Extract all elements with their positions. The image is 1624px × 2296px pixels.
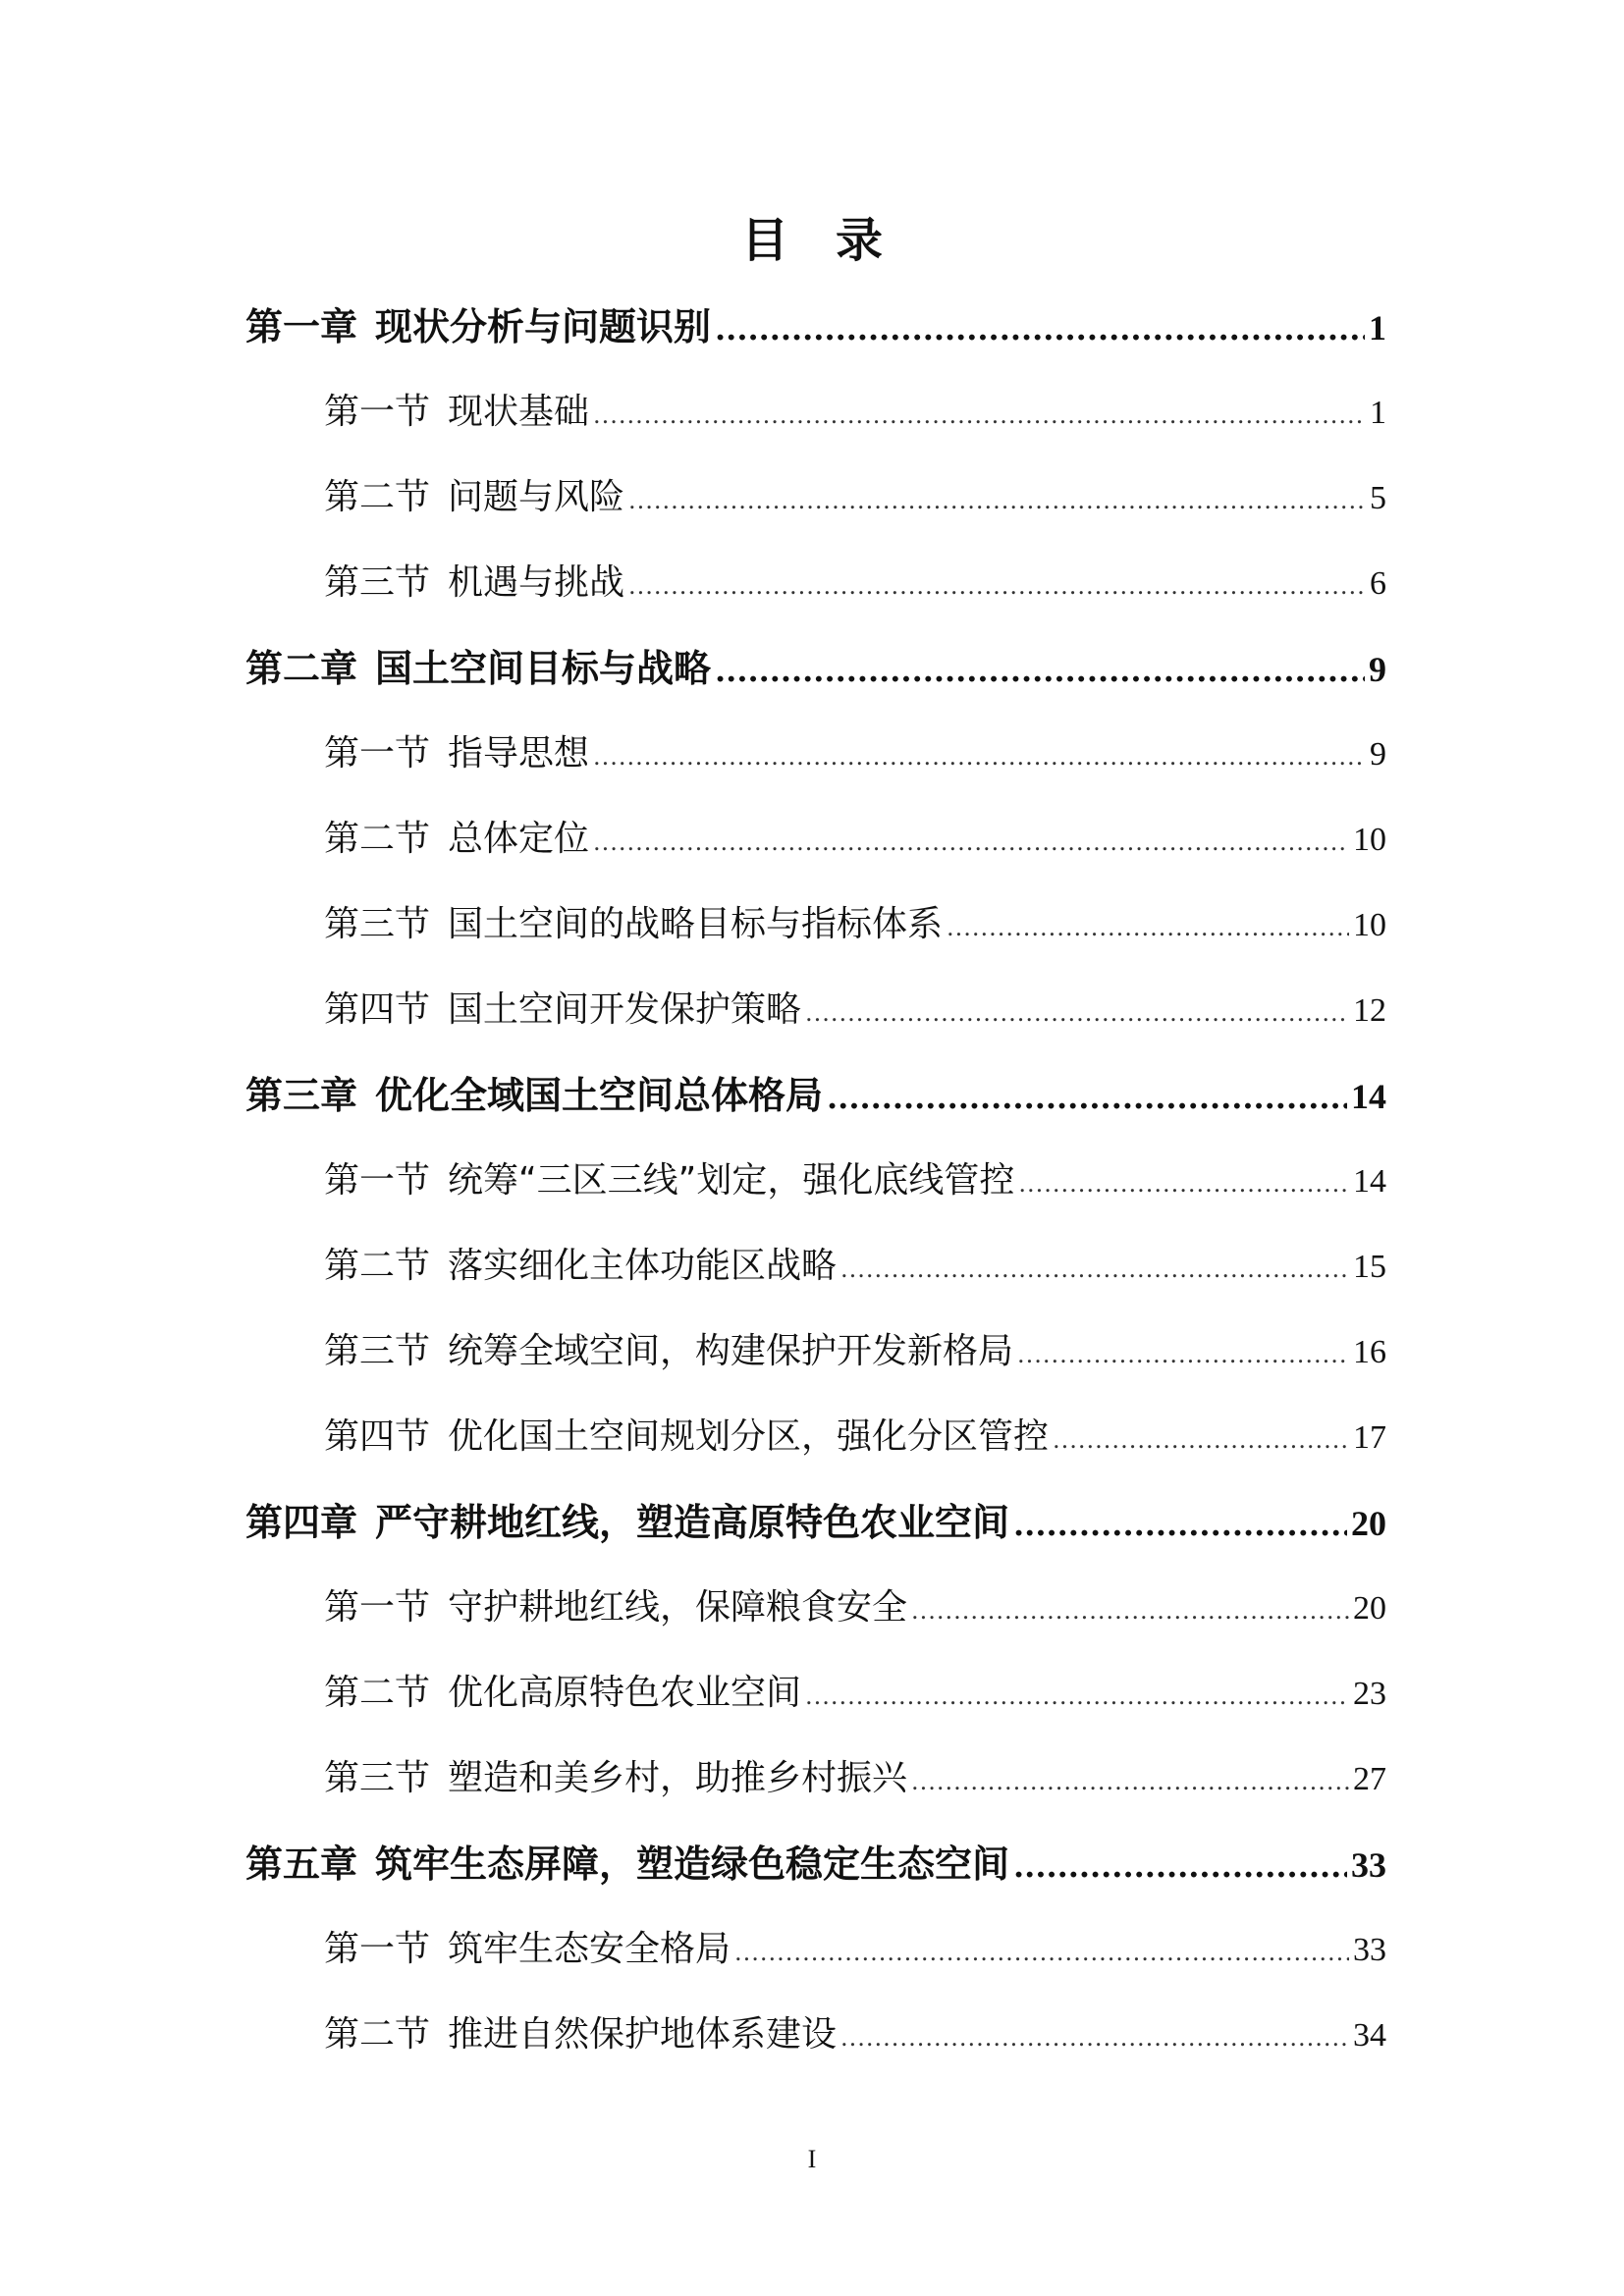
toc-section[interactable] — [324, 1578, 1386, 1637]
toc-chapter-title: 筑牢生态屏障，塑造绿色稳定生态空间 — [375, 1842, 1010, 1886]
toc-section-title: 守护耕地红线，保障粮食安全 — [448, 1587, 908, 1628]
toc-page-number: 14 — [1353, 1163, 1386, 1200]
toc-page-number: 23 — [1353, 1676, 1386, 1712]
toc-dot-leader — [805, 1667, 1349, 1726]
toc-chapter-5[interactable] — [245, 1835, 1386, 1894]
toc-page-number: 20 — [1351, 1504, 1386, 1543]
toc-page-number: 16 — [1353, 1334, 1386, 1370]
toc-section-title: 统筹“三区三线”划定，强化底线管控 — [448, 1160, 1015, 1201]
toc-page-number: 27 — [1353, 1761, 1386, 1797]
toc-dot-leader — [734, 1923, 1349, 1982]
toc-section-title: 国土空间的战略目标与指标体系 — [448, 904, 944, 944]
toc-section-title: 现状基础 — [448, 392, 590, 432]
toc-page-number: 15 — [1353, 1249, 1386, 1285]
toc-section-label: 第三节 — [324, 1758, 431, 1798]
toc-page-number: 1 — [1370, 395, 1386, 431]
toc-section-title: 优化国土空间规划分区，强化分区管控 — [448, 1416, 1050, 1457]
toc-chapter-label: 第三章 — [245, 1074, 358, 1117]
toc-chapter-title: 国土空间目标与战略 — [375, 647, 712, 690]
toc-dot-leader — [947, 898, 1349, 957]
toc-dot-leader — [628, 471, 1366, 530]
toc-dot-leader — [1013, 1495, 1347, 1554]
toc-section-label: 第一节 — [324, 1160, 431, 1201]
toc-dot-leader — [1053, 1411, 1349, 1469]
toc-dot-leader — [593, 727, 1366, 786]
toc-section[interactable] — [324, 1151, 1386, 1210]
toc-page-number: 10 — [1353, 907, 1386, 943]
toc-chapter-label: 第一章 — [245, 305, 358, 348]
toc-section[interactable] — [324, 1664, 1386, 1723]
toc-section-label: 第一节 — [324, 733, 431, 774]
toc-section-label: 第三节 — [324, 904, 431, 944]
toc-chapter-label: 第五章 — [245, 1842, 358, 1886]
toc-chapter-4[interactable] — [245, 1493, 1386, 1552]
toc-section[interactable] — [324, 554, 1386, 613]
toc-section-label: 第一节 — [324, 1929, 431, 1969]
toc-page-number: 33 — [1351, 1845, 1386, 1885]
toc-dot-leader — [840, 2008, 1349, 2067]
toc-section-label: 第二节 — [324, 819, 431, 859]
toc-page-number: 14 — [1351, 1077, 1386, 1116]
toc-chapter-label: 第四章 — [245, 1501, 358, 1544]
toc-page-number: 12 — [1353, 992, 1386, 1029]
toc-section-label: 第三节 — [324, 1331, 431, 1371]
toc-chapter-title: 优化全域国土空间总体格局 — [375, 1074, 824, 1117]
toc-section[interactable] — [324, 981, 1386, 1040]
toc-page-number: 9 — [1370, 736, 1386, 773]
toc-section[interactable] — [324, 1237, 1386, 1296]
toc-section[interactable] — [324, 1322, 1386, 1381]
toc-section[interactable] — [324, 383, 1386, 442]
toc-dot-leader — [593, 386, 1366, 445]
toc-section-label: 第四节 — [324, 1416, 431, 1457]
toc-section-title: 优化高原特色农业空间 — [448, 1673, 802, 1713]
toc-page-number: 20 — [1353, 1590, 1386, 1627]
toc-dot-leader — [628, 557, 1366, 615]
toc-section[interactable] — [324, 810, 1386, 869]
toc-section-title: 指导思想 — [448, 733, 590, 774]
toc-section[interactable] — [324, 1749, 1386, 1808]
toc-dot-leader — [840, 1240, 1349, 1299]
toc-section[interactable] — [324, 1408, 1386, 1467]
toc-page-number: 33 — [1353, 1932, 1386, 1968]
page-title-char: 录 — [836, 213, 884, 268]
toc-section-title: 机遇与挑战 — [448, 562, 625, 603]
toc-section-title: 塑造和美乡村，助推乡村振兴 — [448, 1758, 908, 1798]
toc-dot-leader — [715, 299, 1365, 358]
toc-dot-leader — [911, 1581, 1349, 1640]
toc-section[interactable] — [324, 468, 1386, 527]
toc-chapter-2[interactable] — [245, 639, 1386, 698]
toc-section[interactable] — [324, 2005, 1386, 2064]
toc-page-number: 9 — [1369, 650, 1386, 689]
toc-section[interactable] — [324, 724, 1386, 783]
toc-section-label: 第二节 — [324, 1246, 431, 1286]
toc-section-title: 问题与风险 — [448, 477, 625, 517]
page-footer-number: I — [807, 2145, 817, 2173]
toc-dot-leader — [715, 641, 1365, 700]
toc-section-title: 统筹全域空间，构建保护开发新格局 — [448, 1331, 1014, 1371]
toc-section-title: 推进自然保护地体系建设 — [448, 2014, 838, 2055]
page-title-char: 目 — [740, 213, 788, 268]
toc-section-label: 第三节 — [324, 562, 431, 603]
toc-page-number: 10 — [1353, 822, 1386, 858]
toc-section-title: 国土空间开发保护策略 — [448, 989, 802, 1030]
toc-page-number: 34 — [1353, 2017, 1386, 2054]
toc-section[interactable] — [324, 1920, 1386, 1979]
toc-section-label: 第一节 — [324, 392, 431, 432]
toc-section-label: 第二节 — [324, 2014, 431, 2055]
toc-section-label: 第二节 — [324, 1673, 431, 1713]
toc-page-number: 5 — [1370, 480, 1386, 516]
toc-chapter-1[interactable] — [245, 297, 1386, 356]
toc-chapter-3[interactable] — [245, 1066, 1386, 1125]
toc-section-label: 第一节 — [324, 1587, 431, 1628]
toc-section[interactable] — [324, 895, 1386, 954]
toc-section-label: 第四节 — [324, 989, 431, 1030]
toc-section-title: 落实细化主体功能区战略 — [448, 1246, 838, 1286]
toc-dot-leader — [911, 1752, 1349, 1811]
toc-chapter-title: 现状分析与问题识别 — [375, 305, 712, 348]
toc-page-number: 6 — [1370, 565, 1386, 602]
toc-section-title: 总体定位 — [448, 819, 590, 859]
toc-dot-leader — [593, 813, 1349, 872]
toc-page-number: 1 — [1369, 308, 1386, 347]
toc-section-title: 筑牢生态安全格局 — [448, 1929, 731, 1969]
toc-dot-leader — [805, 984, 1349, 1042]
toc-chapter-label: 第二章 — [245, 647, 358, 690]
toc-dot-leader — [1018, 1154, 1349, 1213]
toc-chapter-title: 严守耕地红线，塑造高原特色农业空间 — [375, 1501, 1010, 1544]
toc-dot-leader — [827, 1068, 1347, 1127]
toc-page-number: 17 — [1353, 1419, 1386, 1456]
toc-dot-leader — [1013, 1837, 1347, 1896]
toc-section-label: 第二节 — [324, 477, 431, 517]
toc-dot-leader — [1017, 1325, 1349, 1384]
